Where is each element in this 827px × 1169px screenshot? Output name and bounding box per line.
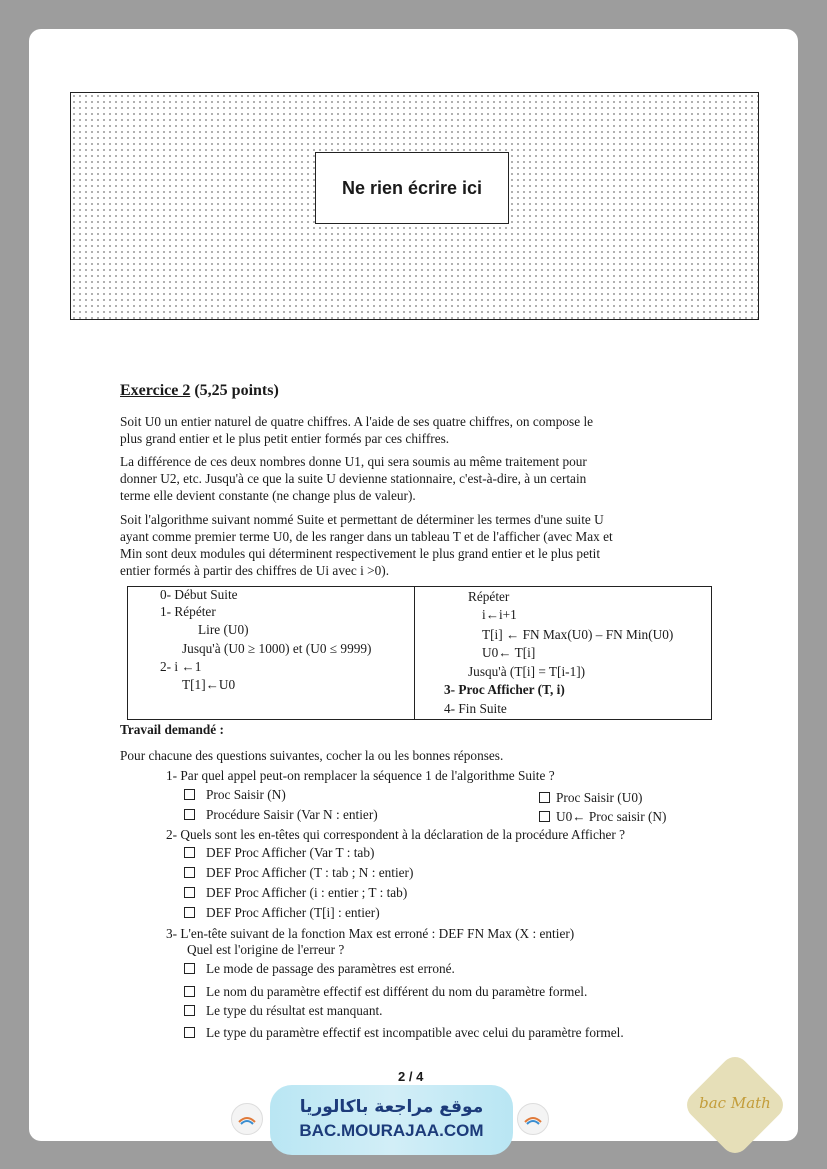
- page-number: 2 / 4: [398, 1069, 424, 1084]
- site-url[interactable]: BAC.MOURAJAA.COM: [299, 1121, 484, 1140]
- algo-line: 4- Fin Suite: [444, 701, 507, 716]
- q3-option-2[interactable]: [184, 984, 587, 1000]
- algo-line: Jusqu'à (T[i] = T[i-1]): [468, 664, 586, 679]
- exercise-title: [120, 382, 279, 400]
- q1-option-1[interactable]: [184, 787, 286, 803]
- paragraph-line: Soit l'algorithme suivant nommé Suite et permettant de déterminer les termes d'une suite U: [120, 512, 604, 527]
- checkbox[interactable]: [184, 887, 195, 898]
- paragraph-line: terme elle devient constante (ne change plus de valeur).: [120, 488, 416, 503]
- checkbox[interactable]: [184, 907, 195, 918]
- site-logo-icon: [517, 1103, 549, 1135]
- paragraph-line: donner U2, etc. Jusqu'à ce que la suite U devienne stationnaire, c'est-à-dire, à un certain: [120, 471, 587, 486]
- checkbox[interactable]: [184, 1005, 195, 1016]
- site-name-arabic[interactable]: موقع مراجعة باكالوريا: [299, 1097, 484, 1117]
- q2-option-3[interactable]: [184, 885, 407, 901]
- algo-line: 0- Début Suite: [160, 587, 238, 602]
- algorithm-box: [127, 586, 712, 720]
- exercise-points: (5,25 points): [194, 382, 279, 399]
- option-label: DEF Proc Afficher (T[i] : entier): [206, 905, 380, 920]
- option-label: Le type du paramètre effectif est incompatible avec celui du paramètre formel.: [206, 1025, 624, 1040]
- checkbox[interactable]: [184, 1027, 195, 1038]
- q2-option-1[interactable]: [184, 845, 374, 861]
- option-label: Le nom du paramètre effectif est différent du nom du paramètre formel.: [206, 984, 588, 999]
- paragraph-2: [120, 453, 707, 504]
- checkbox[interactable]: [184, 867, 195, 878]
- checkbox[interactable]: [184, 986, 195, 997]
- option-label: DEF Proc Afficher (T : tab ; N : entier): [206, 865, 414, 880]
- paragraph-line: Min sont deux modules qui déterminent respectivement le plus grand entier et le plus petit: [120, 546, 601, 561]
- checkbox[interactable]: [184, 789, 195, 800]
- paragraph-line: plus grand entier et le plus petit entier formés par ces chiffres.: [120, 431, 450, 446]
- q2-option-4[interactable]: [184, 905, 380, 921]
- exercise-number: Exercice 2: [120, 382, 191, 399]
- paragraph-line: ayant comme premier terme U0, de les ranger dans un tableau T et de l'afficher (avec Max et: [120, 529, 613, 544]
- paragraph-line: La différence de ces deux nombres donne U1, qui sera soumis au même traitement pour: [120, 454, 587, 469]
- bac-math-logo-text: bac Math: [699, 1094, 771, 1112]
- algo-line: 1- Répéter: [160, 604, 216, 619]
- do-not-write-label: Ne rien écrire ici: [315, 152, 509, 224]
- option-label: Proc Saisir (N): [206, 787, 286, 802]
- q1-option-3[interactable]: [539, 790, 642, 806]
- option-label: Procédure Saisir (Var N : entier): [206, 807, 378, 822]
- checkbox[interactable]: [539, 811, 550, 822]
- algo-line: 2- i ←1: [160, 659, 202, 674]
- option-label: U0← Proc saisir (N): [556, 809, 667, 824]
- algo-line: i←i+1: [482, 607, 517, 622]
- site-banner[interactable]: [270, 1085, 513, 1155]
- question-3-sub: Quel est l'origine de l'erreur ?: [187, 942, 345, 957]
- paragraph-1: [120, 413, 707, 447]
- checkbox[interactable]: [184, 963, 195, 974]
- checkbox[interactable]: [184, 809, 195, 820]
- algo-line: Répéter: [468, 589, 510, 604]
- algo-line: 3- Proc Afficher (T, i): [444, 682, 565, 697]
- q3-option-1[interactable]: [184, 961, 455, 977]
- q3-option-3[interactable]: [184, 1003, 383, 1019]
- algo-line: U0← T[i]: [482, 645, 536, 660]
- q2-option-2[interactable]: [184, 865, 413, 881]
- site-logo-icon: [231, 1103, 263, 1135]
- work-heading: Travail demandé :: [120, 722, 224, 737]
- q1-option-4[interactable]: [539, 809, 666, 825]
- paragraph-line: Soit U0 un entier naturel de quatre chiffres. A l'aide de ses quatre chiffres, on compose le: [120, 414, 594, 429]
- algorithm-divider: [414, 587, 415, 719]
- q3-option-4[interactable]: [184, 1025, 624, 1041]
- paragraph-3: [120, 511, 707, 579]
- algo-line: T[1]←U0: [182, 677, 236, 692]
- option-label: Le type du résultat est manquant.: [206, 1003, 383, 1018]
- algo-line: Jusqu'à (U0 ≥ 1000) et (U0 ≤ 9999): [182, 641, 372, 656]
- option-label: Proc Saisir (U0): [556, 790, 643, 805]
- algo-line: T[i] ← FN Max(U0) – FN Min(U0): [482, 627, 674, 642]
- checkbox[interactable]: [184, 847, 195, 858]
- checkbox[interactable]: [539, 792, 550, 803]
- option-label: DEF Proc Afficher (i : entier ; T : tab): [206, 885, 408, 900]
- q1-option-2[interactable]: [184, 807, 378, 823]
- paragraph-line: entier formés à partir des chiffres de Ui avec i >0).: [120, 563, 390, 578]
- question-3: 3- L'en-tête suivant de la fonction Max est erroné : DEF FN Max (X : entier): [166, 926, 575, 941]
- question-2: 2- Quels sont les en-têtes qui correspondent à la déclaration de la procédure Afficher ?: [166, 827, 626, 842]
- algo-line: Lire (U0): [198, 622, 249, 637]
- question-1: 1- Par quel appel peut-on remplacer la séquence 1 de l'algorithme Suite ?: [166, 768, 555, 783]
- option-label: Le mode de passage des paramètres est erroné.: [206, 961, 455, 976]
- option-label: DEF Proc Afficher (Var T : tab): [206, 845, 375, 860]
- work-instruction: Pour chacune des questions suivantes, cocher la ou les bonnes réponses.: [120, 748, 504, 763]
